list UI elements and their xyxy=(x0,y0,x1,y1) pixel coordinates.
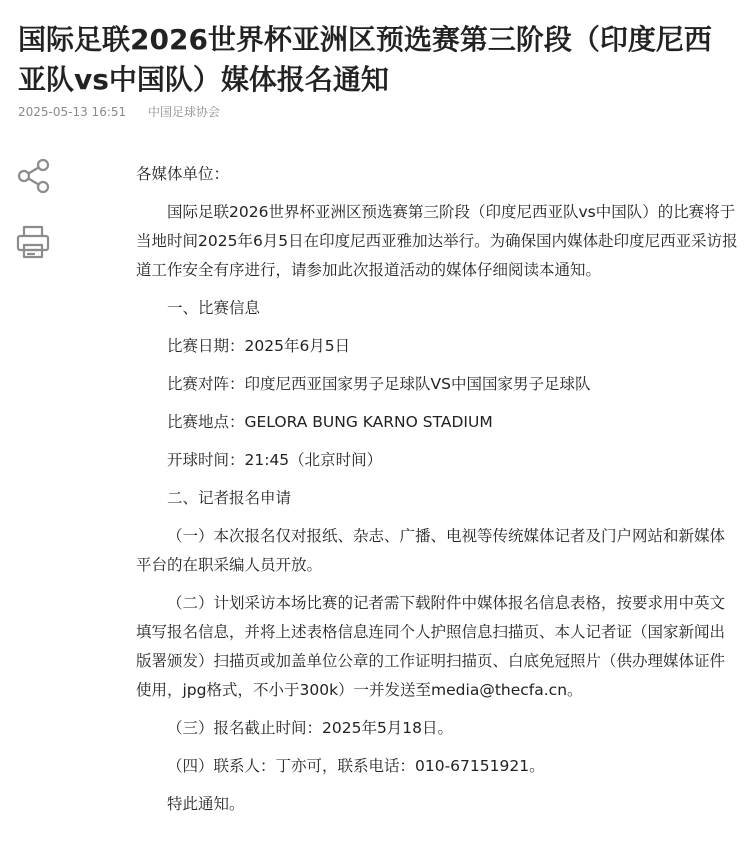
share-icon[interactable] xyxy=(14,156,54,196)
closing-note: 特此通知。 xyxy=(167,795,245,813)
section-heading-match-info: 一、比赛信息 xyxy=(167,299,261,317)
kickoff-time: 开球时间：21:45（北京时间） xyxy=(167,451,383,469)
article-meta xyxy=(18,104,220,120)
printer-icon[interactable] xyxy=(14,222,54,262)
article-title: 国际足联2026世界杯亚洲区预选赛第三阶段（印度尼西亚队vs中国队）媒体报名通知 xyxy=(18,23,712,96)
registration-item-1: （一）本次报名仅对报纸、杂志、广播、电视等传统媒体记者及门户网站和新媒体平台的在职采编人员开放。 xyxy=(136,527,726,574)
article-source: 中国足球协会 xyxy=(147,105,220,119)
registration-deadline: （三）报名截止时间：2025年5月18日。 xyxy=(167,719,454,737)
match-date: 比赛日期：2025年6月5日 xyxy=(167,337,351,355)
greeting: 各媒体单位： xyxy=(136,165,230,183)
match-teams: 比赛对阵：印度尼西亚国家男子足球队VS中国国家男子足球队 xyxy=(167,375,591,393)
contact-info: （四）联系人：丁亦可，联系电话：010-67151921。 xyxy=(167,757,545,775)
match-venue: 比赛地点：GELORA BUNG KARNO STADIUM xyxy=(167,413,493,431)
publish-date: 2025-05-13 16:51 xyxy=(18,105,127,119)
registration-item-2: （二）计划采访本场比赛的记者需下载附件中媒体报名信息表格，按要求用中英文填写报名信息，并将上述表格信息连同个人护照信息扫描页、本人记者证（国家新闻出版署颁发）扫描页或加盖单位公章的工作证明扫描页、白底免冠照片（供办理媒体证件使用，jpg格式，不小于300k）一并发送至media@thecfa.cn。 xyxy=(136,594,726,699)
intro-paragraph: 国际足联2026世界杯亚洲区预选赛第三阶段（印度尼西亚队vs中国队）的比赛将于当地时间2025年6月5日在印度尼西亚雅加达举行。为确保国内媒体赴印度尼西亚采访报道工作安全有序进行，请参加此次报道活动的媒体仔细阅读本通知。 xyxy=(136,203,738,279)
article-tools xyxy=(14,156,54,288)
article-body xyxy=(136,160,740,828)
section-heading-registration: 二、记者报名申请 xyxy=(167,489,292,507)
